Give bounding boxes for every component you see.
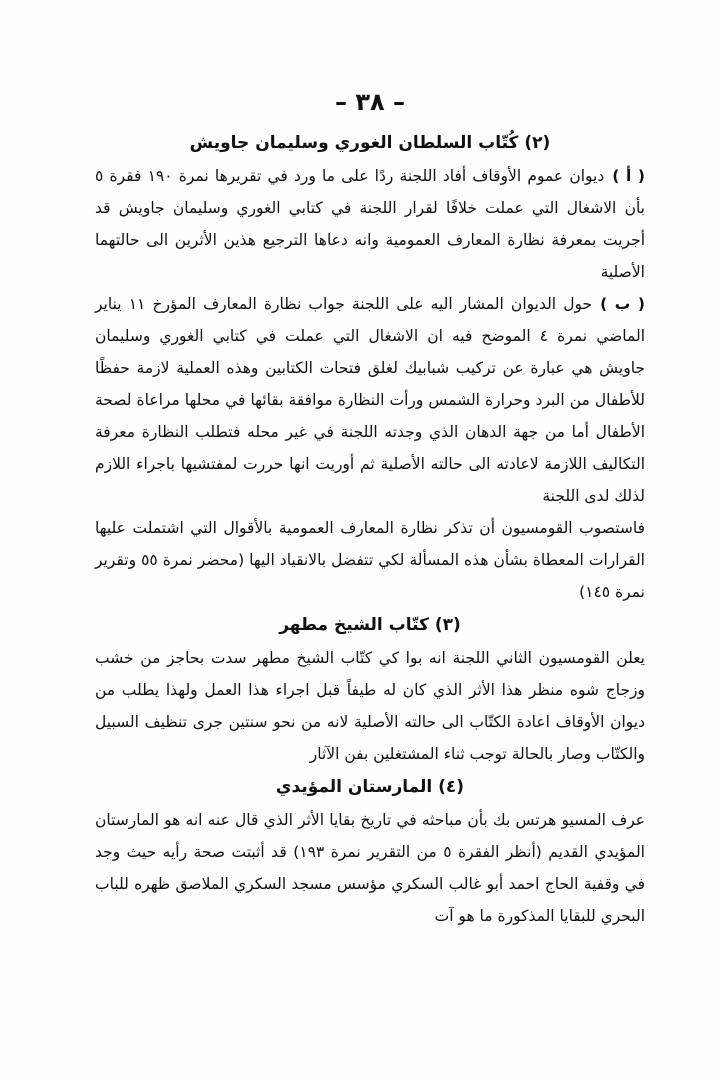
paragraph-b: [95, 288, 645, 512]
paragraph-marker-b: ( ب ): [600, 295, 645, 313]
paragraph-text: عرف المسيو هرتس بك بأن مباحثه في تاريخ بقايا الأثر الذي قال عنه انه هو المارستان المؤيدي القديم (أنظر الفقرة ٥ من التقرير نمرة ١٩٣) قد أثبتت صحة رأيه حيث وجد في وقفية الحاج احمد أبو غالب السكري مؤسس مسجد السكري الملاصق ظهره للباب البحري للبقايا المذكورة ما هو آت: [95, 811, 645, 925]
section-heading-sheikh-mutahhar: (٣) كتّاب الشيخ مطهر: [279, 615, 461, 635]
paragraph-maristan: [95, 804, 645, 932]
paragraph-mutahhar: [95, 642, 645, 770]
section-heading-ghuri-kuttab: (٢) كُتّاب السلطان الغوري وسليمان جاويش: [189, 133, 551, 153]
paragraph-marker-a: ( أ ): [612, 167, 645, 185]
paragraph-text: ديوان عموم الأوقاف أفاد اللجنة ردًا على ما ورد في تقريرها نمرة ١٩٠ فقرة ٥ بأن الاشغال التي عملت خلافًا لقرار اللجنة في كتابي الغوري وسليمان جاويش قد أجريت بمعرفة نظارة المعارف العمومية وانه دعاها الترجيع هذين الأثرين الى حالتهما الأصلية: [95, 167, 645, 281]
paragraph-resolution: [95, 512, 645, 608]
paragraph-a: [95, 160, 645, 288]
page-content: [95, 82, 645, 932]
page-number: – ٣٨ –: [334, 88, 405, 116]
paragraph-text: حول الديوان المشار اليه على اللجنة جواب نظارة المعارف المؤرخ ١١ يناير الماضي نمرة ٤ الموضح فيه ان الاشغال التي عملت في كتابي الغوري وسليمان جاويش هي عبارة عن تركيب شبابيك لغلق فتحات الكتابين وهذه العملية لازمة حفظًا للأطفال من البرد وحرارة الشمس ورأت النظارة موافقة بقائها في محلها مراعاة لصحة الأطفال أما من جهة الدهان الذي وجدته اللجنة في غير محله فتطلب النظارة معرفة التكاليف اللازمة لاعادته الى حالته الأصلية ثم أوريت انها حررت لمفتشيها باجراء اللازم لذلك لدى اللجنة: [95, 295, 645, 505]
section-heading-maristan: (٤) المارستان المؤيدي: [275, 777, 465, 797]
paragraph-text: يعلن القومسيون الثاني اللجنة انه بوا كي كتّاب الشيخ مطهر سدت بحاجز من خشب وزجاج شوه منظر هذا الأثر الذي كان له طيفاً قبل اجراء هذا العمل ولهذا يطلب من ديوان الأوقاف اعادة الكتّاب الى حالته الأصلية لانه من نحو سنتين جرى تنظيف السبيل والكتّاب وصار بالحالة توجب ثناء المشتغلين بفن الآثار: [95, 649, 645, 763]
paragraph-text: فاستصوب القومسيون أن تذكر نظارة المعارف العمومية بالأقوال التي اشتملت عليها القرارات المعطاة بشأن هذه المسألة لكي تتفضل بالانقياد اليها (محضر نمرة ٥٥ وتقرير نمرة ١٤٥): [95, 519, 645, 601]
